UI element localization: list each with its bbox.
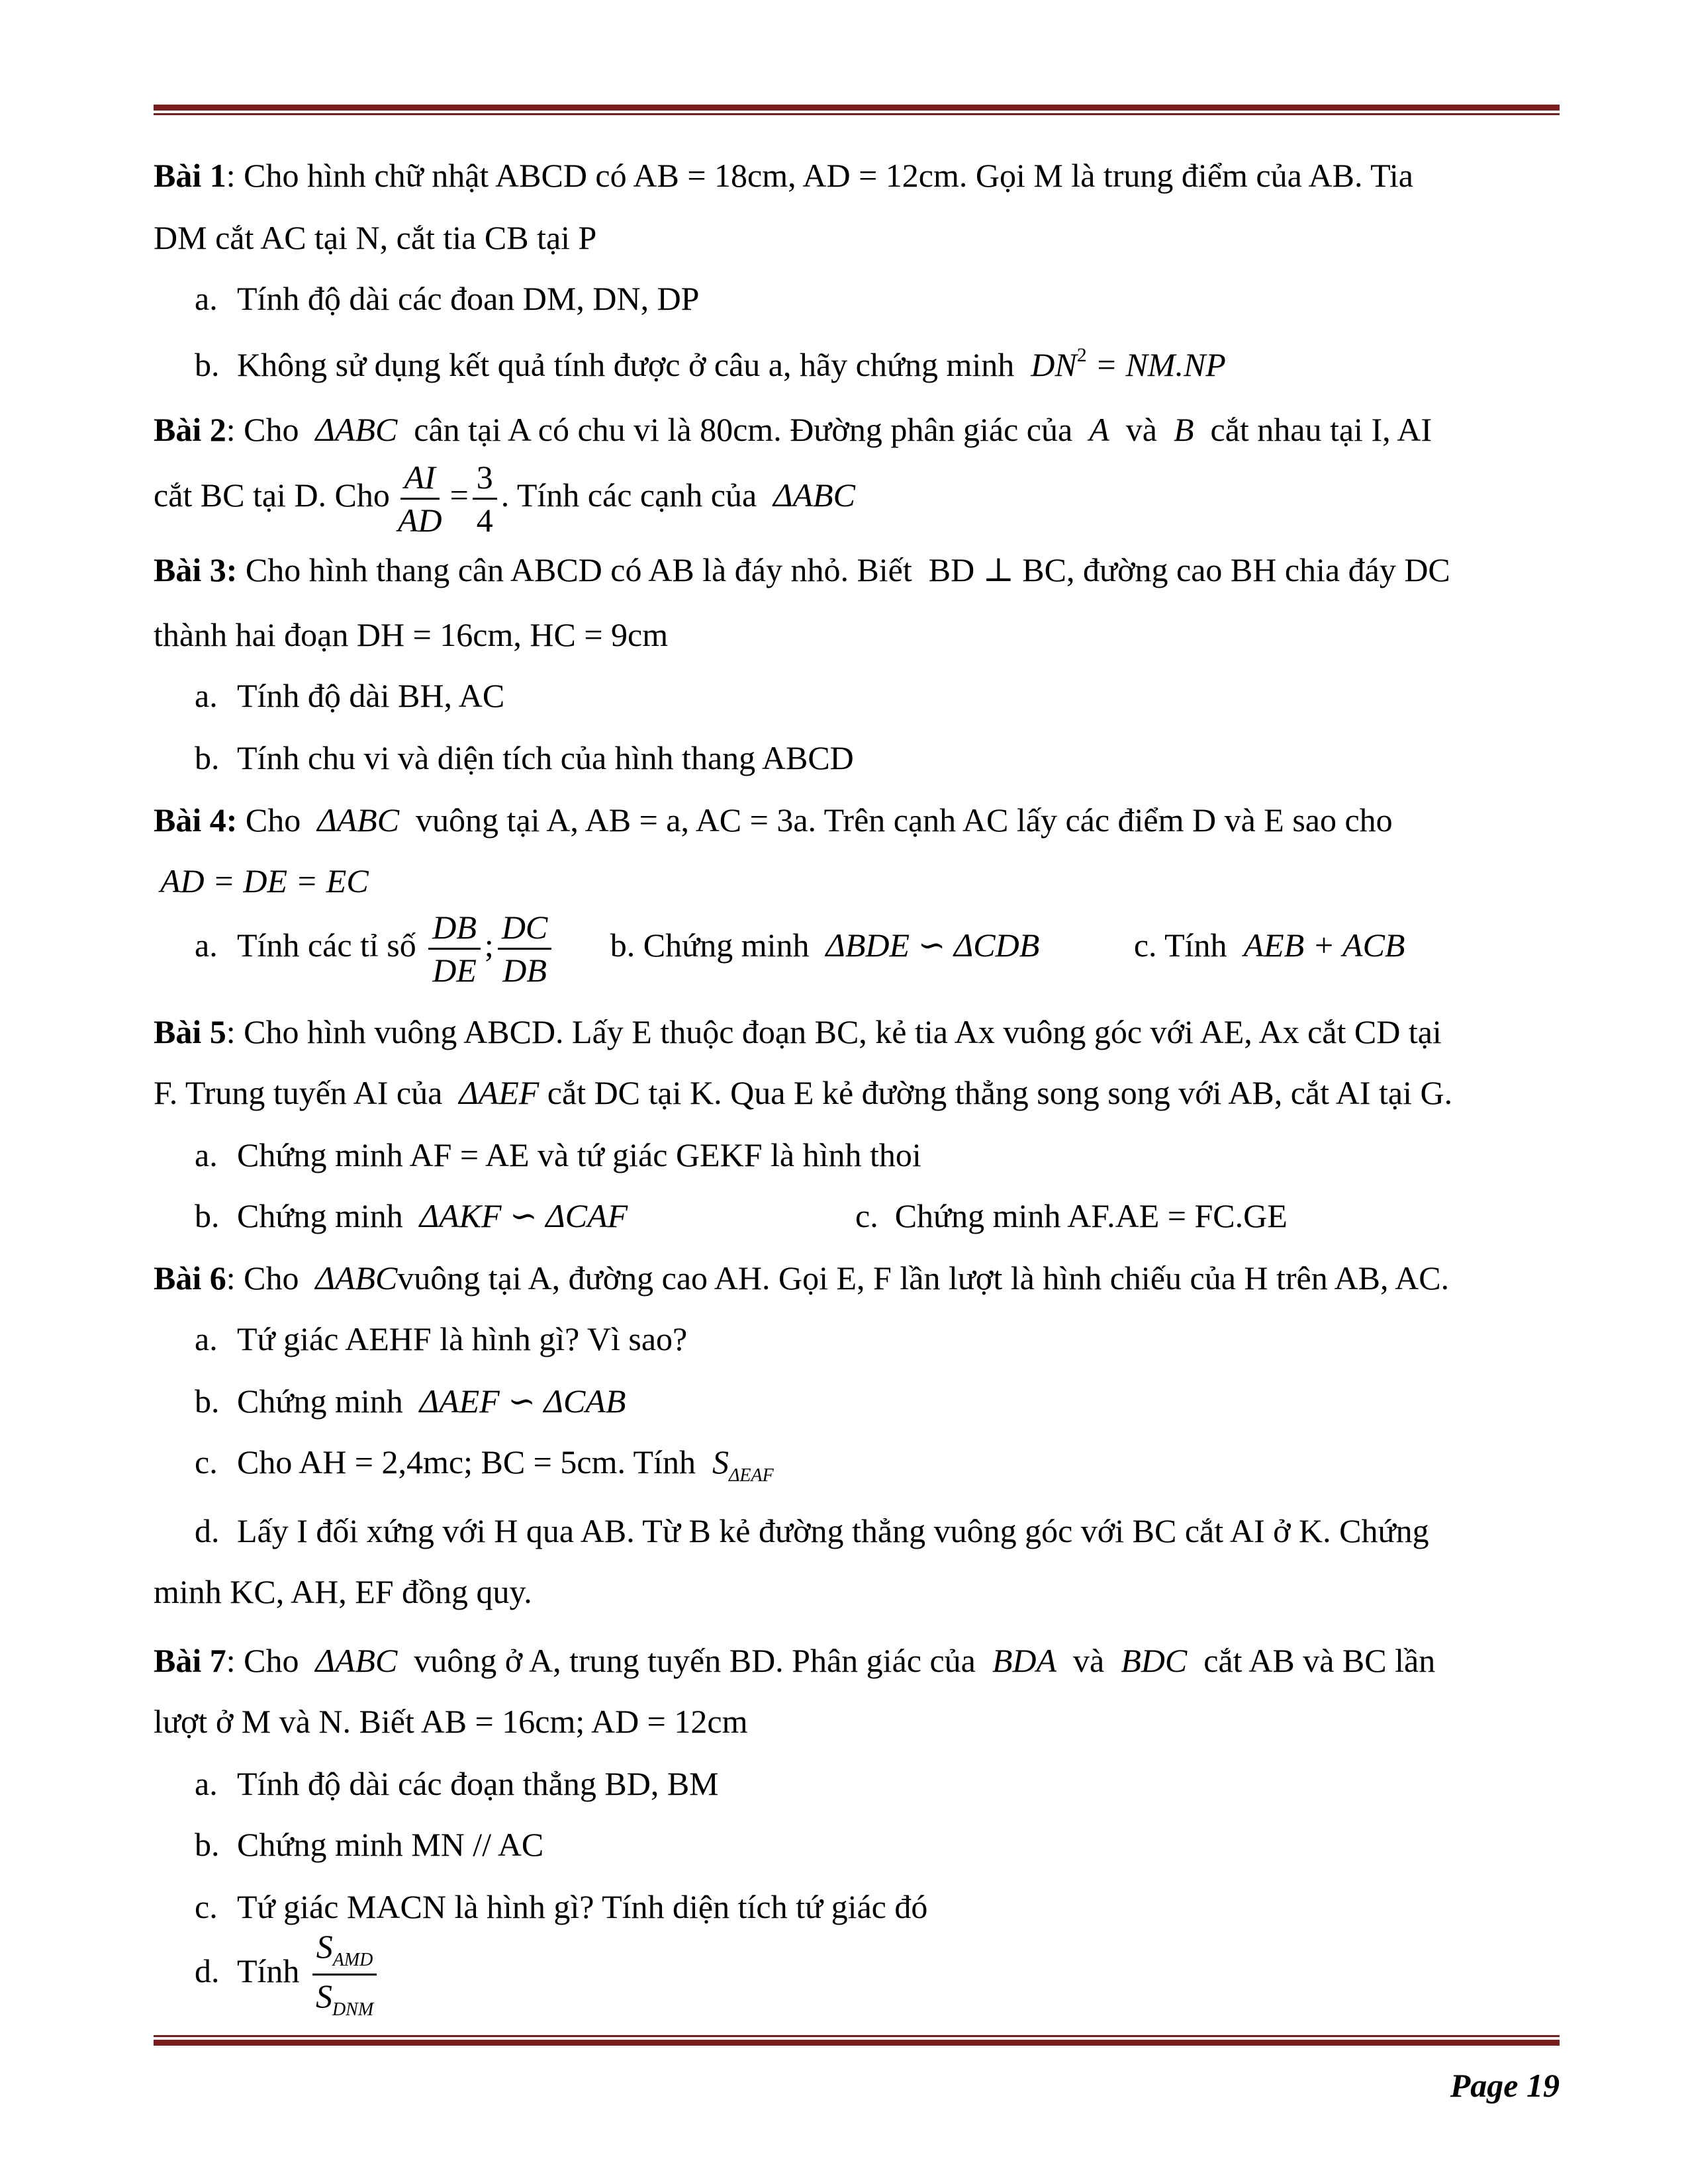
footer-rule-thick [154, 2040, 1560, 2046]
b2-line2: cắt BC tại D. Cho $\frac{AI}{AD}$ = $\frac{3}{4}$ . Tính các cạnh của ΔABC [154, 459, 855, 539]
b1-item-b: b. Không sử dụng kết quả tính được ở câu a, hãy chứng minh $DN^2 = NM.NP$ [195, 344, 1226, 383]
ratio-s-amd-s-dnm: $\frac{S_{AMD}}{S_{DNM}}$ [312, 1930, 377, 2019]
b6-item-c: c. Cho AH = 2,4mc; BC = 5cm. Tính $S_{\Delta EAF}$ [195, 1443, 774, 1486]
b3-line2: thành hai đoạn DH = 16cm, HC = 9cm [154, 616, 669, 653]
b3-item-a: a. Tính độ dài BH, AC [195, 677, 505, 714]
ratio-dc-db: $\frac{DC}{DB}$ [498, 911, 551, 987]
b4-items: a. Tính các tỉ số $\frac{DB}{DE}$ ; $\frac{DC}{DB}$ b. Chứng minh ΔBDE ∽ ΔCDB c. Tính AEB + ACB [195, 909, 1405, 989]
header-rule-thick [154, 105, 1560, 111]
b1-line2: DM cắt AC tại N, cắt tia CB tại P [154, 219, 597, 256]
b7-item-b: b. Chứng minh MN // AC [195, 1826, 544, 1863]
b6-line1: Bài 6: Cho ΔABCvuông tại A, đường cao AH. Gọi E, F lần lượt là hình chiếu của H trên AB, AC. [154, 1259, 1450, 1297]
b1-item-a: a. Tính độ dài các đoan DM, DN, DP [195, 280, 700, 317]
b5-line1: Bài 5: Cho hình vuông ABCD. Lấy E thuộc đoạn BC, kẻ tia Ax vuông góc với AE, Ax cắt CD tại [154, 1013, 1442, 1050]
b4-line2: AD = DE = EC [160, 862, 369, 899]
b5-item-b: b. Chứng minh ΔAKF ∽ ΔCAF [195, 1197, 628, 1234]
b3-item-b: b. Tính chu vi và diện tích của hình thang ABCD [195, 739, 854, 776]
b5-item-c: c. Chứng minh AF.AE = FC.GE [855, 1197, 1288, 1234]
b3-line1: Bài 3: Cho hình thang cân ABCD có AB là đáy nhỏ. Biết BD ⊥ BC, đường cao BH chia đáy DC [154, 551, 1450, 588]
b4-line1: Bài 4: Cho ΔABC vuông tại A, AB = a, AC = 3a. Trên cạnh AC lấy các điểm D và E sao cho [154, 801, 1393, 839]
b1-line1: Bài 1: Cho hình chữ nhật ABCD có AB = 18cm, AD = 12cm. Gọi M là trung điểm của AB. Tia [154, 157, 1413, 194]
ratio-3-4: $\frac{3}{4}$ [473, 461, 497, 537]
b7-item-d: d. Tính $\frac{S_{AMD}}{S_{DNM}}$ [195, 1930, 381, 2019]
ratio-ai-ad: $\frac{AI}{AD}$ [397, 459, 442, 539]
b6-item-d-cont: minh KC, AH, EF đồng quy. [154, 1573, 532, 1610]
b7-item-a: a. Tính độ dài các đoạn thẳng BD, BM [195, 1765, 719, 1802]
b6-item-d: d. Lấy I đối xứng với H qua AB. Từ B kẻ đường thẳng vuông góc với BC cắt AI ở K. Chứng [195, 1512, 1429, 1549]
b7-line2: lượt ở M và N. Biết AB = 16cm; AD = 12cm [154, 1703, 748, 1740]
b2-line1: Bài 2: Cho ΔABC cân tại A có chu vi là 80cm. Đường phân giác của A và B cắt nhau tại I, AI [154, 411, 1432, 448]
b6-item-b: b. Chứng minh ΔAEF ∽ ΔCAB [195, 1383, 626, 1420]
b5-line2: F. Trung tuyến AI của ΔAEF cắt DC tại K. Qua E kẻ đường thẳng song song với AB, cắt AI tại G. [154, 1074, 1453, 1111]
page-number: Page 19 [1450, 2067, 1560, 2104]
ratio-db-de: $\frac{DB}{DE}$ [428, 911, 481, 987]
footer-rule [154, 2035, 1560, 2046]
b7-item-c: c. Tứ giác MACN là hình gì? Tính diện tích tứ giác đó [195, 1888, 928, 1925]
b5-item-a: a. Chứng minh AF = AE và tứ giác GEKF là hình thoi [195, 1136, 921, 1173]
header-rule-thin [154, 113, 1560, 115]
b6-item-a: a. Tứ giác AEHF là hình gì? Vì sao? [195, 1320, 688, 1357]
header-rule [154, 105, 1560, 115]
b7-line1: Bài 7: Cho ΔABC vuông ở A, trung tuyến BD. Phân giác của BDA và BDC cắt AB và BC lần [154, 1642, 1436, 1679]
